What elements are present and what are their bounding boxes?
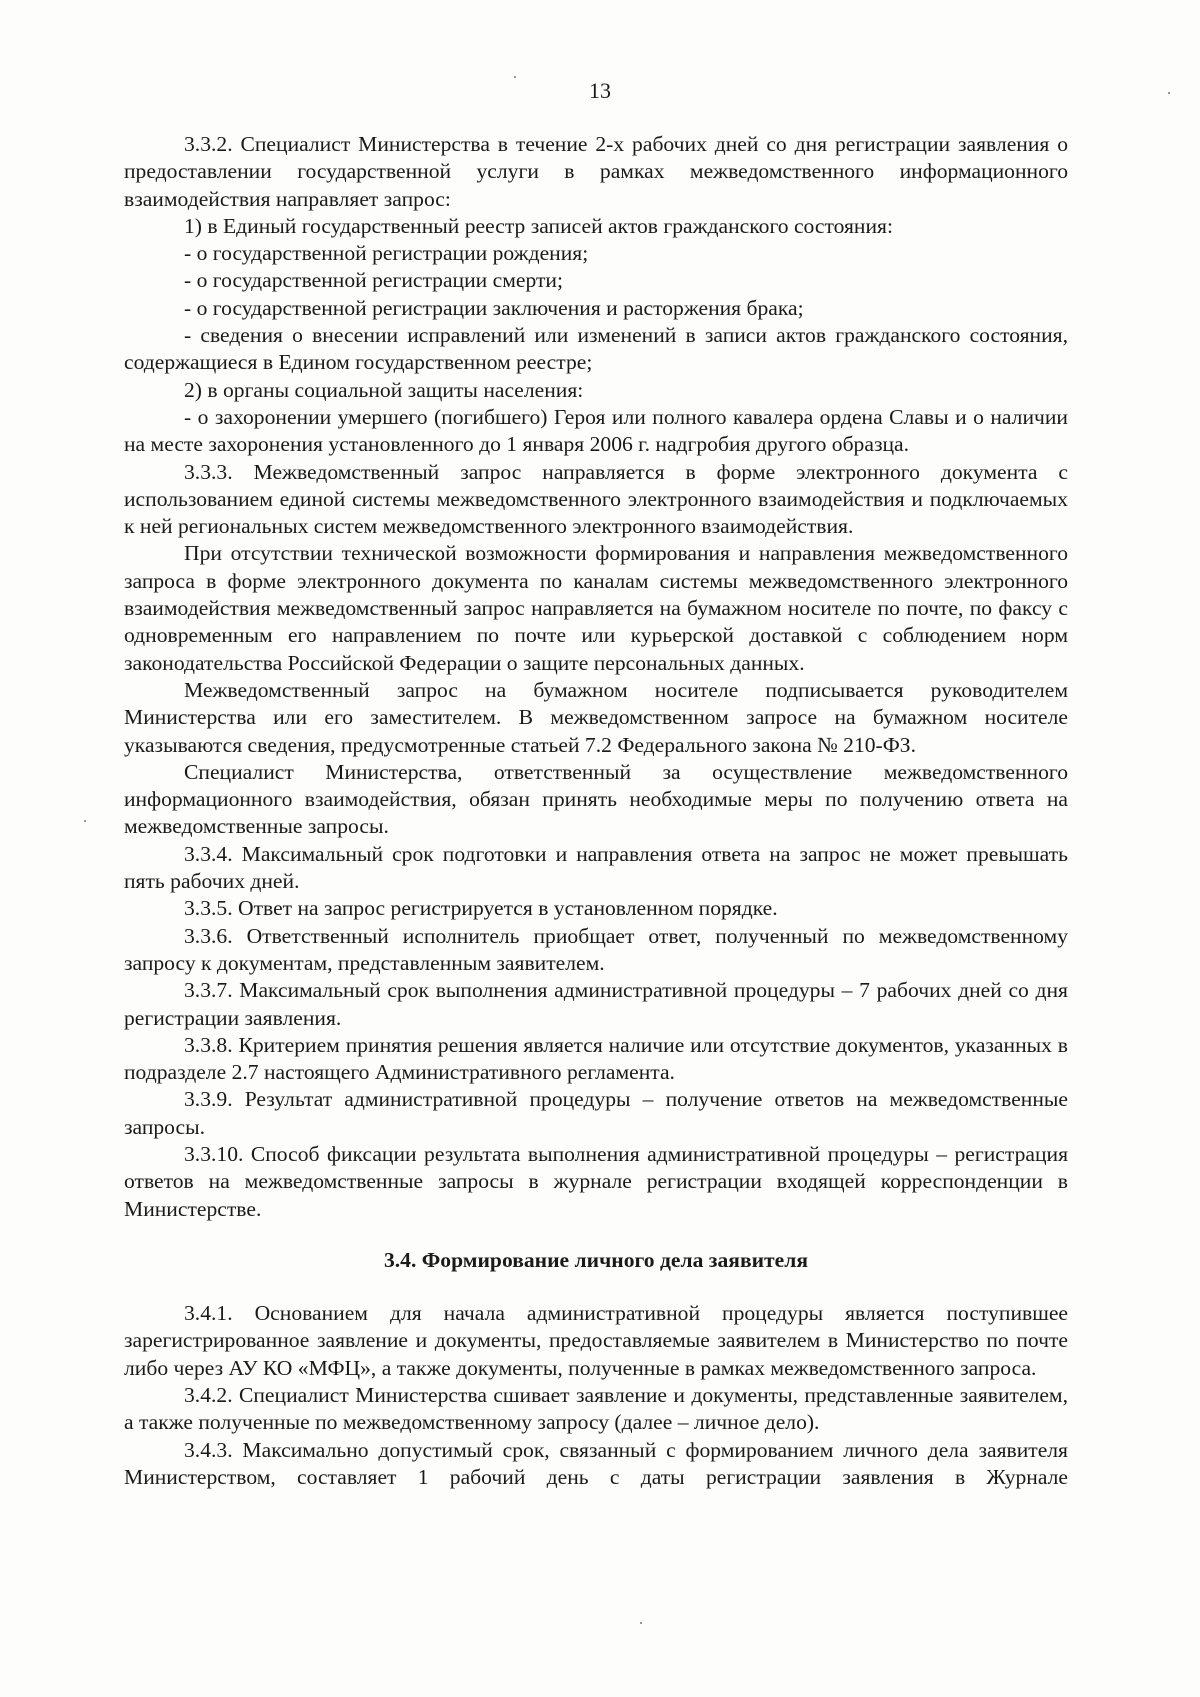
scan-speck xyxy=(1168,92,1170,94)
paragraph-p3: - о государственной регистрации рождения; xyxy=(184,241,589,266)
paragraph-p17: 3.3.8. Критерием принятия решения является наличие или отсутствие документов, указанных в подразделе 2.7 настоящего Административного регламента. xyxy=(124,1032,1068,1085)
paragraph-p21: 3.4.2. Специалист Министерства сшивает заявление и документы, представленные заявителем, а также полученные по межведомственному запросу (далее – личное дело). xyxy=(124,1383,1068,1435)
paragraph-p19: 3.3.10. Способ фиксации результата выполнения административной процедуры – регистрация ответов на межведомственные запросы в журнале регистрации входящей корреспонденции в Министерстве. xyxy=(124,1141,1068,1221)
paragraph-p5: - о государственной регистрации заключения и расторжения брака; xyxy=(184,295,804,320)
page-number: 13 xyxy=(589,78,611,103)
paragraph-p14: 3.3.5. Ответ на запрос регистрируется в установленном порядке. xyxy=(184,896,778,921)
section-3-4-paragraphs xyxy=(124,1300,1068,1491)
scan-speck xyxy=(514,76,516,78)
section-heading: 3.4. Формирование личного дела заявителя xyxy=(383,1247,809,1272)
scan-speck xyxy=(84,820,86,822)
paragraph-p11: Межведомственный запрос на бумажном носителе подписывается руководителем Министерства или его заместителем. В межведомственном запросе на бумажном носителе указываются сведения, предусмотренные статьей 7.2 Федерального закона № 210-ФЗ. xyxy=(124,677,1068,757)
paragraph-p7: 2) в органы социальной защиты населения: xyxy=(184,377,584,402)
paragraph-p1: 3.3.2. Специалист Министерства в течение 2-х рабочих дней со дня регистрации заявления о предоставлении государственной услуги в рамках межведомственного информационного взаимодействия направляет запрос: xyxy=(124,132,1068,211)
paragraph-p4: - о государственной регистрации смерти; xyxy=(184,268,563,293)
paragraph-p8: - о захоронении умершего (погибшего) Героя или полного кавалера ордена Славы и о наличии на месте захоронения установленного до 1 января 2006 г. надгробия другого образца. xyxy=(124,404,1068,457)
paragraph-p15: 3.3.6. Ответственный исполнитель приобщает ответ, полученный по межведомственному запросу к документам, представленным заявителем. xyxy=(124,923,1068,975)
paragraph-p22: 3.4.3. Максимально допустимый срок, связанный с формированием личного дела заявителя Министерством, составляет 1 рабочий день с даты регистрации заявления в Журнале xyxy=(124,1437,1068,1489)
section-3-3-paragraphs xyxy=(124,131,1068,1223)
document-body xyxy=(124,131,1068,1491)
paragraph-p13: 3.3.4. Максимальный срок подготовки и направления ответа на запрос не может превышать пять рабочих дней. xyxy=(124,841,1068,894)
paragraph-p18: 3.3.9. Результат административной процедуры – получение ответов на межведомственные запросы. xyxy=(124,1087,1068,1139)
paragraph-p10: При отсутствии технической возможности формирования и направления межведомственного запроса в форме электронного документа по каналам системы межведомственного электронного взаимодействия межведомственный запрос направляется на бумажном носителе по почте, по факсу с одновременным его направлением по почте или курьерской доставкой с соблюдением норм законодательства Российской Федерации о защите персональных данных. xyxy=(124,541,1068,675)
scan-speck xyxy=(640,1622,642,1624)
paragraph-p20: 3.4.1. Основанием для начала административной процедуры является поступившее зарегистрированное заявление и документы, предоставляемые заявителем в Министерство по почте либо через АУ КО «МФЦ», а также документы, полученные в рамках межведомственного запроса. xyxy=(124,1301,1068,1380)
paragraph-p16: 3.3.7. Максимальный срок выполнения административной процедуры – 7 рабочих дней со дня регистрации заявления. xyxy=(124,978,1068,1030)
paragraph-p9: 3.3.3. Межведомственный запрос направляется в форме электронного документа с использованием единой системы межведомственного электронного взаимодействия и подключаемых к ней региональных систем межведомственного электронного взаимодействия. xyxy=(124,459,1068,539)
paragraph-p6: - сведения о внесении исправлений или изменений в записи актов гражданского состояния, содержащиеся в Едином государственном реестре; xyxy=(124,323,1068,375)
paragraph-p2: 1) в Единый государственный реестр записей актов гражданского состояния: xyxy=(184,213,893,238)
paragraph-p12: Специалист Министерства, ответственный за осуществление межведомственного информационного взаимодействия, обязан принять необходимые меры по получению ответа на межведомственные запросы. xyxy=(124,759,1068,839)
